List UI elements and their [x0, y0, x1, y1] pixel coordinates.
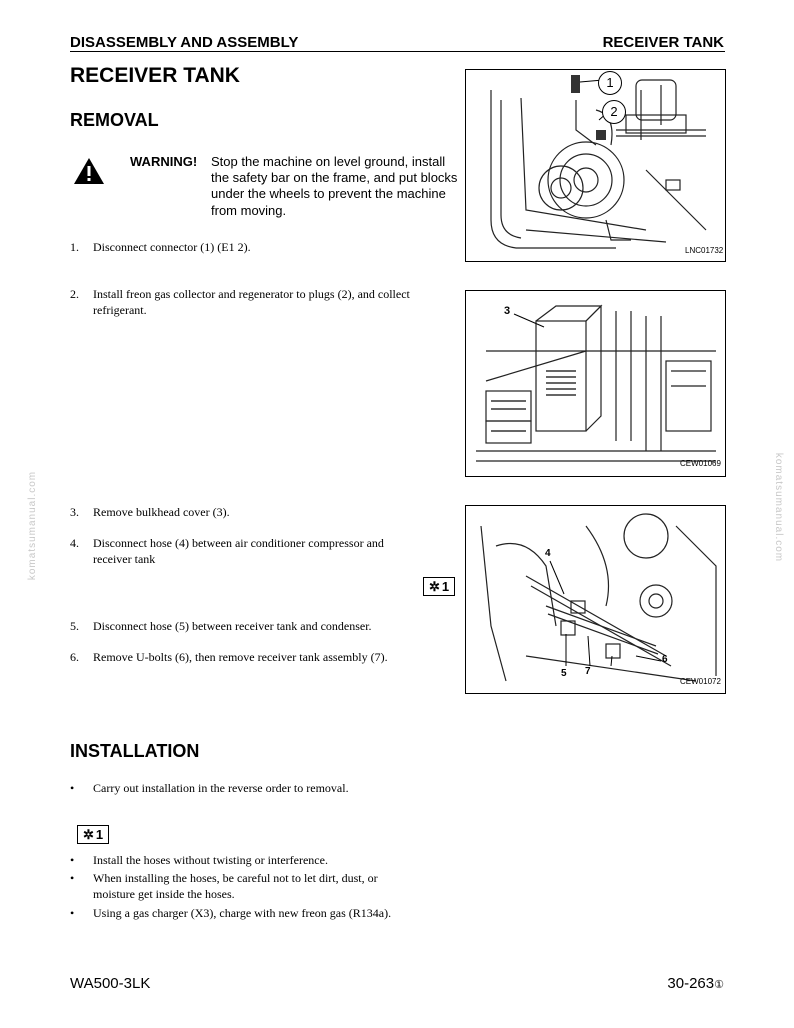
callout-circle [598, 71, 622, 95]
header-rule [70, 51, 725, 52]
step-number: 2. [70, 287, 79, 301]
reference-mark [423, 577, 455, 596]
warning-icon [73, 157, 105, 185]
mark-number: 1 [95, 827, 104, 842]
figure-bulkhead-cover [465, 290, 726, 477]
step-text: Disconnect hose (4) between air conditioner compressor and receiver tank [93, 536, 384, 566]
callout-number: 2 [610, 104, 618, 119]
page-number: 30-263 [667, 975, 715, 992]
footer-page-number [667, 975, 724, 992]
step-number: 1. [70, 240, 79, 254]
step-2 [70, 287, 455, 319]
page-title: RECEIVER TANK [70, 64, 240, 87]
step-text: Disconnect hose (5) between receiver tank and condenser. [93, 619, 372, 633]
step-text: Remove U-bolts (6), then remove receiver tank assembly (7). [93, 650, 388, 664]
step-number: 4. [70, 536, 79, 550]
install-intro [70, 781, 455, 797]
bullet-text: Carry out installation in the reverse order to removal. [93, 781, 349, 795]
install-bullet [70, 853, 455, 869]
figure-receiver-tank-hoses [465, 505, 726, 694]
mark-number: 1 [441, 579, 450, 594]
removal-heading: REMOVAL [70, 110, 159, 130]
figure-compressor-connector [465, 69, 726, 262]
bullet-text: Install the hoses without twisting or interference. [93, 853, 328, 867]
step-text: Remove bulkhead cover (3). [93, 505, 230, 519]
install-bullet [70, 906, 455, 922]
asterisk-mark-icon: ✲ [83, 827, 94, 842]
reference-mark [77, 825, 109, 844]
step-number: 5. [70, 619, 79, 633]
bullet-mark: • [70, 871, 75, 885]
bullet-mark: • [70, 906, 75, 920]
callout-number: 6 [662, 654, 668, 665]
revision-mark: ① [714, 979, 724, 991]
warning-text: Stop the machine on level ground, install the safety bar on the frame, and put blocks under the wheels to prevent the machine from moving. [211, 154, 458, 218]
step-6 [70, 650, 455, 666]
callout-number: 3 [504, 305, 511, 317]
callout-number: 5 [561, 668, 567, 679]
callout-number: 1 [606, 75, 614, 90]
bullet-mark: • [70, 853, 75, 867]
install-bullet [70, 871, 455, 903]
figure-id: CEW01069 [680, 459, 721, 468]
installation-heading: INSTALLATION [70, 741, 200, 761]
running-header-section: DISASSEMBLY AND ASSEMBLY [70, 34, 299, 51]
callout-circle [602, 100, 626, 124]
step-text: Disconnect connector (1) (E1 2). [93, 240, 251, 254]
footer-model: WA500-3LK [70, 975, 151, 992]
figure-2-illustration [466, 291, 725, 476]
figure-id: CEW01072 [680, 677, 721, 686]
step-1 [70, 240, 455, 256]
callout-number: 7 [585, 666, 591, 677]
watermark-left: komatsumanual.com [27, 470, 39, 581]
bullet-text: Using a gas charger (X3), charge with new freon gas (R134a). [93, 906, 392, 920]
figure-3-illustration [466, 506, 725, 693]
running-header-topic: RECEIVER TANK [602, 34, 724, 51]
figure-1-illustration [466, 70, 725, 261]
warning-label: WARNING! [130, 154, 198, 169]
step-text: Install freon gas collector and regenerator to plugs (2), and collect refrigerant. [93, 287, 410, 317]
step-5 [70, 619, 455, 635]
bullet-text: When installing the hoses, be careful not to let dirt, dust, or moisture get inside the hoses. [93, 871, 378, 901]
step-3 [70, 505, 455, 521]
asterisk-mark-icon: ✲ [429, 579, 440, 594]
bullet-mark: • [70, 781, 75, 795]
figure-id: LNC01732 [685, 246, 724, 255]
step-number: 3. [70, 505, 79, 519]
step-number: 6. [70, 650, 79, 664]
callout-number: 4 [545, 548, 551, 559]
watermark-right: komatsumanual.com [773, 452, 785, 563]
step-4 [70, 536, 455, 568]
